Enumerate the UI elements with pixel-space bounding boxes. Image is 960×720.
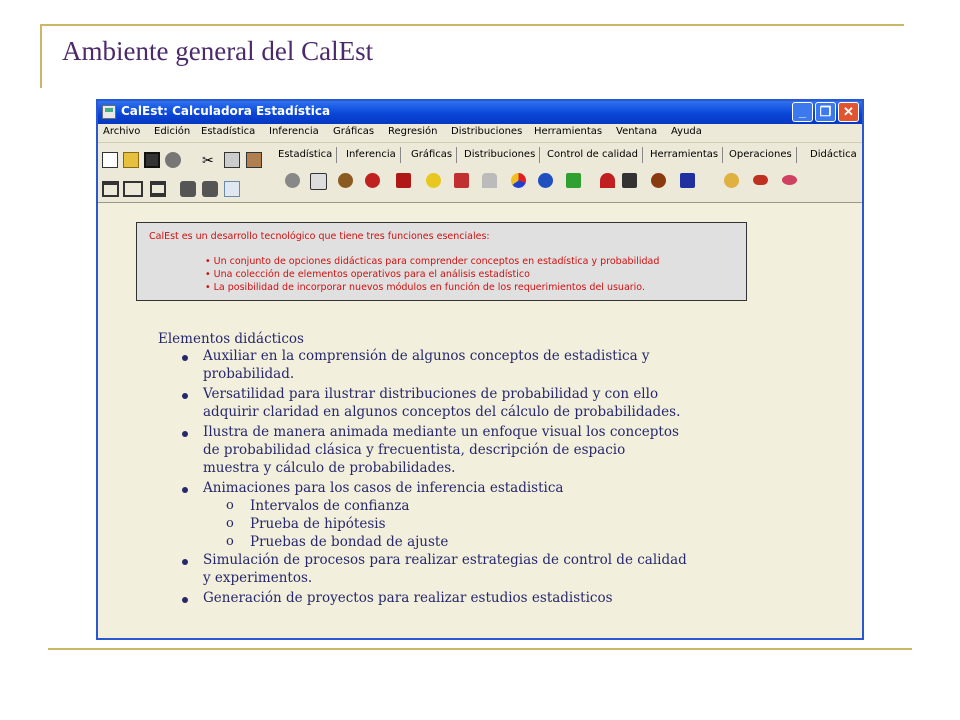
bullet-text: de probabilidad clásica y frecuentista, descripción de espacio [203,442,626,458]
pie-icon[interactable] [511,173,526,188]
bell-curve-icon[interactable] [600,173,615,188]
dice-icon[interactable] [310,173,327,190]
bullet-text: Animaciones para los casos de inferencia estadistica [203,480,564,496]
die-red-icon[interactable] [396,173,411,188]
new-icon[interactable] [102,152,118,168]
network-icon[interactable] [538,173,553,188]
app-window [96,99,864,640]
stack-icon[interactable] [150,181,166,197]
menu-distribuciones[interactable]: Distribuciones [451,126,523,137]
bullet-marker [182,393,188,399]
menu-archivo[interactable]: Archivo [103,126,141,137]
gear-icon[interactable] [285,173,300,188]
bullet-marker [182,559,188,565]
menu-bar [98,124,862,143]
title-bar[interactable] [98,101,862,124]
smile-icon[interactable] [724,173,739,188]
tab-herramientas[interactable]: Herramientas [650,147,723,163]
tab-distribuciones[interactable]: Distribuciones [464,147,540,163]
open-icon[interactable] [123,152,139,168]
section-heading: Elementos didácticos [158,331,304,347]
close-button[interactable]: ✕ [838,102,859,122]
bullet-marker [182,487,188,493]
bullet-text: probabilidad. [203,366,295,382]
slide-title: Ambiente general del CalEst [62,36,374,66]
menu-inferencia[interactable]: Inferencia [269,126,319,137]
info-box [136,222,747,301]
fish-icon[interactable] [782,175,797,185]
window-icon[interactable] [102,181,119,197]
paste-icon[interactable] [246,152,262,168]
tab-inferencia[interactable]: Inferencia [346,147,401,163]
cherries-icon[interactable] [365,173,380,188]
bullet-text: adquirir claridad en algunos conceptos del cálculo de probabilidades. [203,404,681,420]
maximize-button[interactable]: ❐ [815,102,836,122]
tab-graficas[interactable]: Gráficas [411,147,457,163]
sub-bullet-text: Intervalos de confianza [250,498,410,514]
window-title: CalEst: Calculadora Estadística [121,104,331,118]
zoom-icon[interactable] [224,181,240,197]
info-item: • Un conjunto de opciones didácticas para comprender conceptos en estadística y probabilidad [205,256,660,267]
lamp-icon[interactable] [426,173,441,188]
bullet-marker [182,431,188,437]
cut-icon[interactable]: ✂ [202,152,214,168]
info-item: • La posibilidad de incorporar nuevos módulos en función de los requerimientos del usuario. [205,282,645,293]
hypothesis-icon[interactable] [622,173,637,188]
tile-icon[interactable] [123,181,143,197]
sub-bullet-marker: o [226,516,234,531]
toolbar-area [98,143,862,203]
save-icon[interactable] [144,152,160,168]
distribution-icon[interactable] [566,173,581,188]
menu-ventana[interactable]: Ventana [616,126,658,137]
minimize-button[interactable]: _ [792,102,813,122]
coin-icon[interactable] [338,173,353,188]
top-rule [40,24,904,26]
bullet-text: Versatilidad para ilustrar distribuciones de probabilidad y con ello [203,386,659,402]
copy-icon[interactable] [224,152,240,168]
target-icon[interactable] [651,173,666,188]
tab-control-de-calidad[interactable]: Control de calidad [547,147,643,163]
menu-herramientas[interactable]: Herramientas [534,126,603,137]
left-rule [40,24,42,88]
bullet-text: Ilustra de manera animada mediante un enfoque visual los conceptos [203,424,679,440]
bullet-text: Simulación de procesos para realizar estrategias de control de calidad [203,552,687,568]
info-intro: CalEst es un desarrollo tecnológico que tiene tres funciones esenciales: [149,231,490,242]
bridge-icon[interactable] [482,173,497,188]
menu-estadistica[interactable]: Estadística [201,126,256,137]
info-item: • Una colección de elementos operativos para el análisis estadístico [205,269,530,280]
print-icon[interactable] [180,181,196,197]
bullet-text: y experimentos. [203,570,313,586]
tab-estadistica[interactable]: Estadística [278,147,337,163]
bullet-text: Auxiliar en la comprensión de algunos conceptos de estadistica y [203,348,650,364]
print-preview-icon[interactable] [202,181,218,197]
menu-graficas[interactable]: Gráficas [333,126,375,137]
bottom-rule [48,648,912,650]
sub-bullet-marker: o [226,498,234,513]
bullet-marker [182,355,188,361]
settings-icon[interactable] [165,152,181,168]
bullet-text: muestra y cálculo de probabilidades. [203,460,456,476]
sub-bullet-marker: o [226,534,234,549]
bullet-marker [182,597,188,603]
book-icon[interactable] [680,173,695,188]
app-icon[interactable] [102,105,116,119]
menu-edicion[interactable]: Edición [154,126,191,137]
car-icon[interactable] [753,175,768,185]
tab-operaciones[interactable]: Operaciones [729,147,797,163]
scale-icon[interactable] [454,173,469,188]
sub-bullet-text: Prueba de hipótesis [250,516,386,532]
menu-ayuda[interactable]: Ayuda [671,126,702,137]
bullet-text: Generación de proyectos para realizar estudios estadisticos [203,590,613,606]
sub-bullet-text: Pruebas de bondad de ajuste [250,534,449,550]
menu-regresion[interactable]: Regresión [388,126,438,137]
tab-didactica[interactable]: Didáctica [810,149,857,160]
